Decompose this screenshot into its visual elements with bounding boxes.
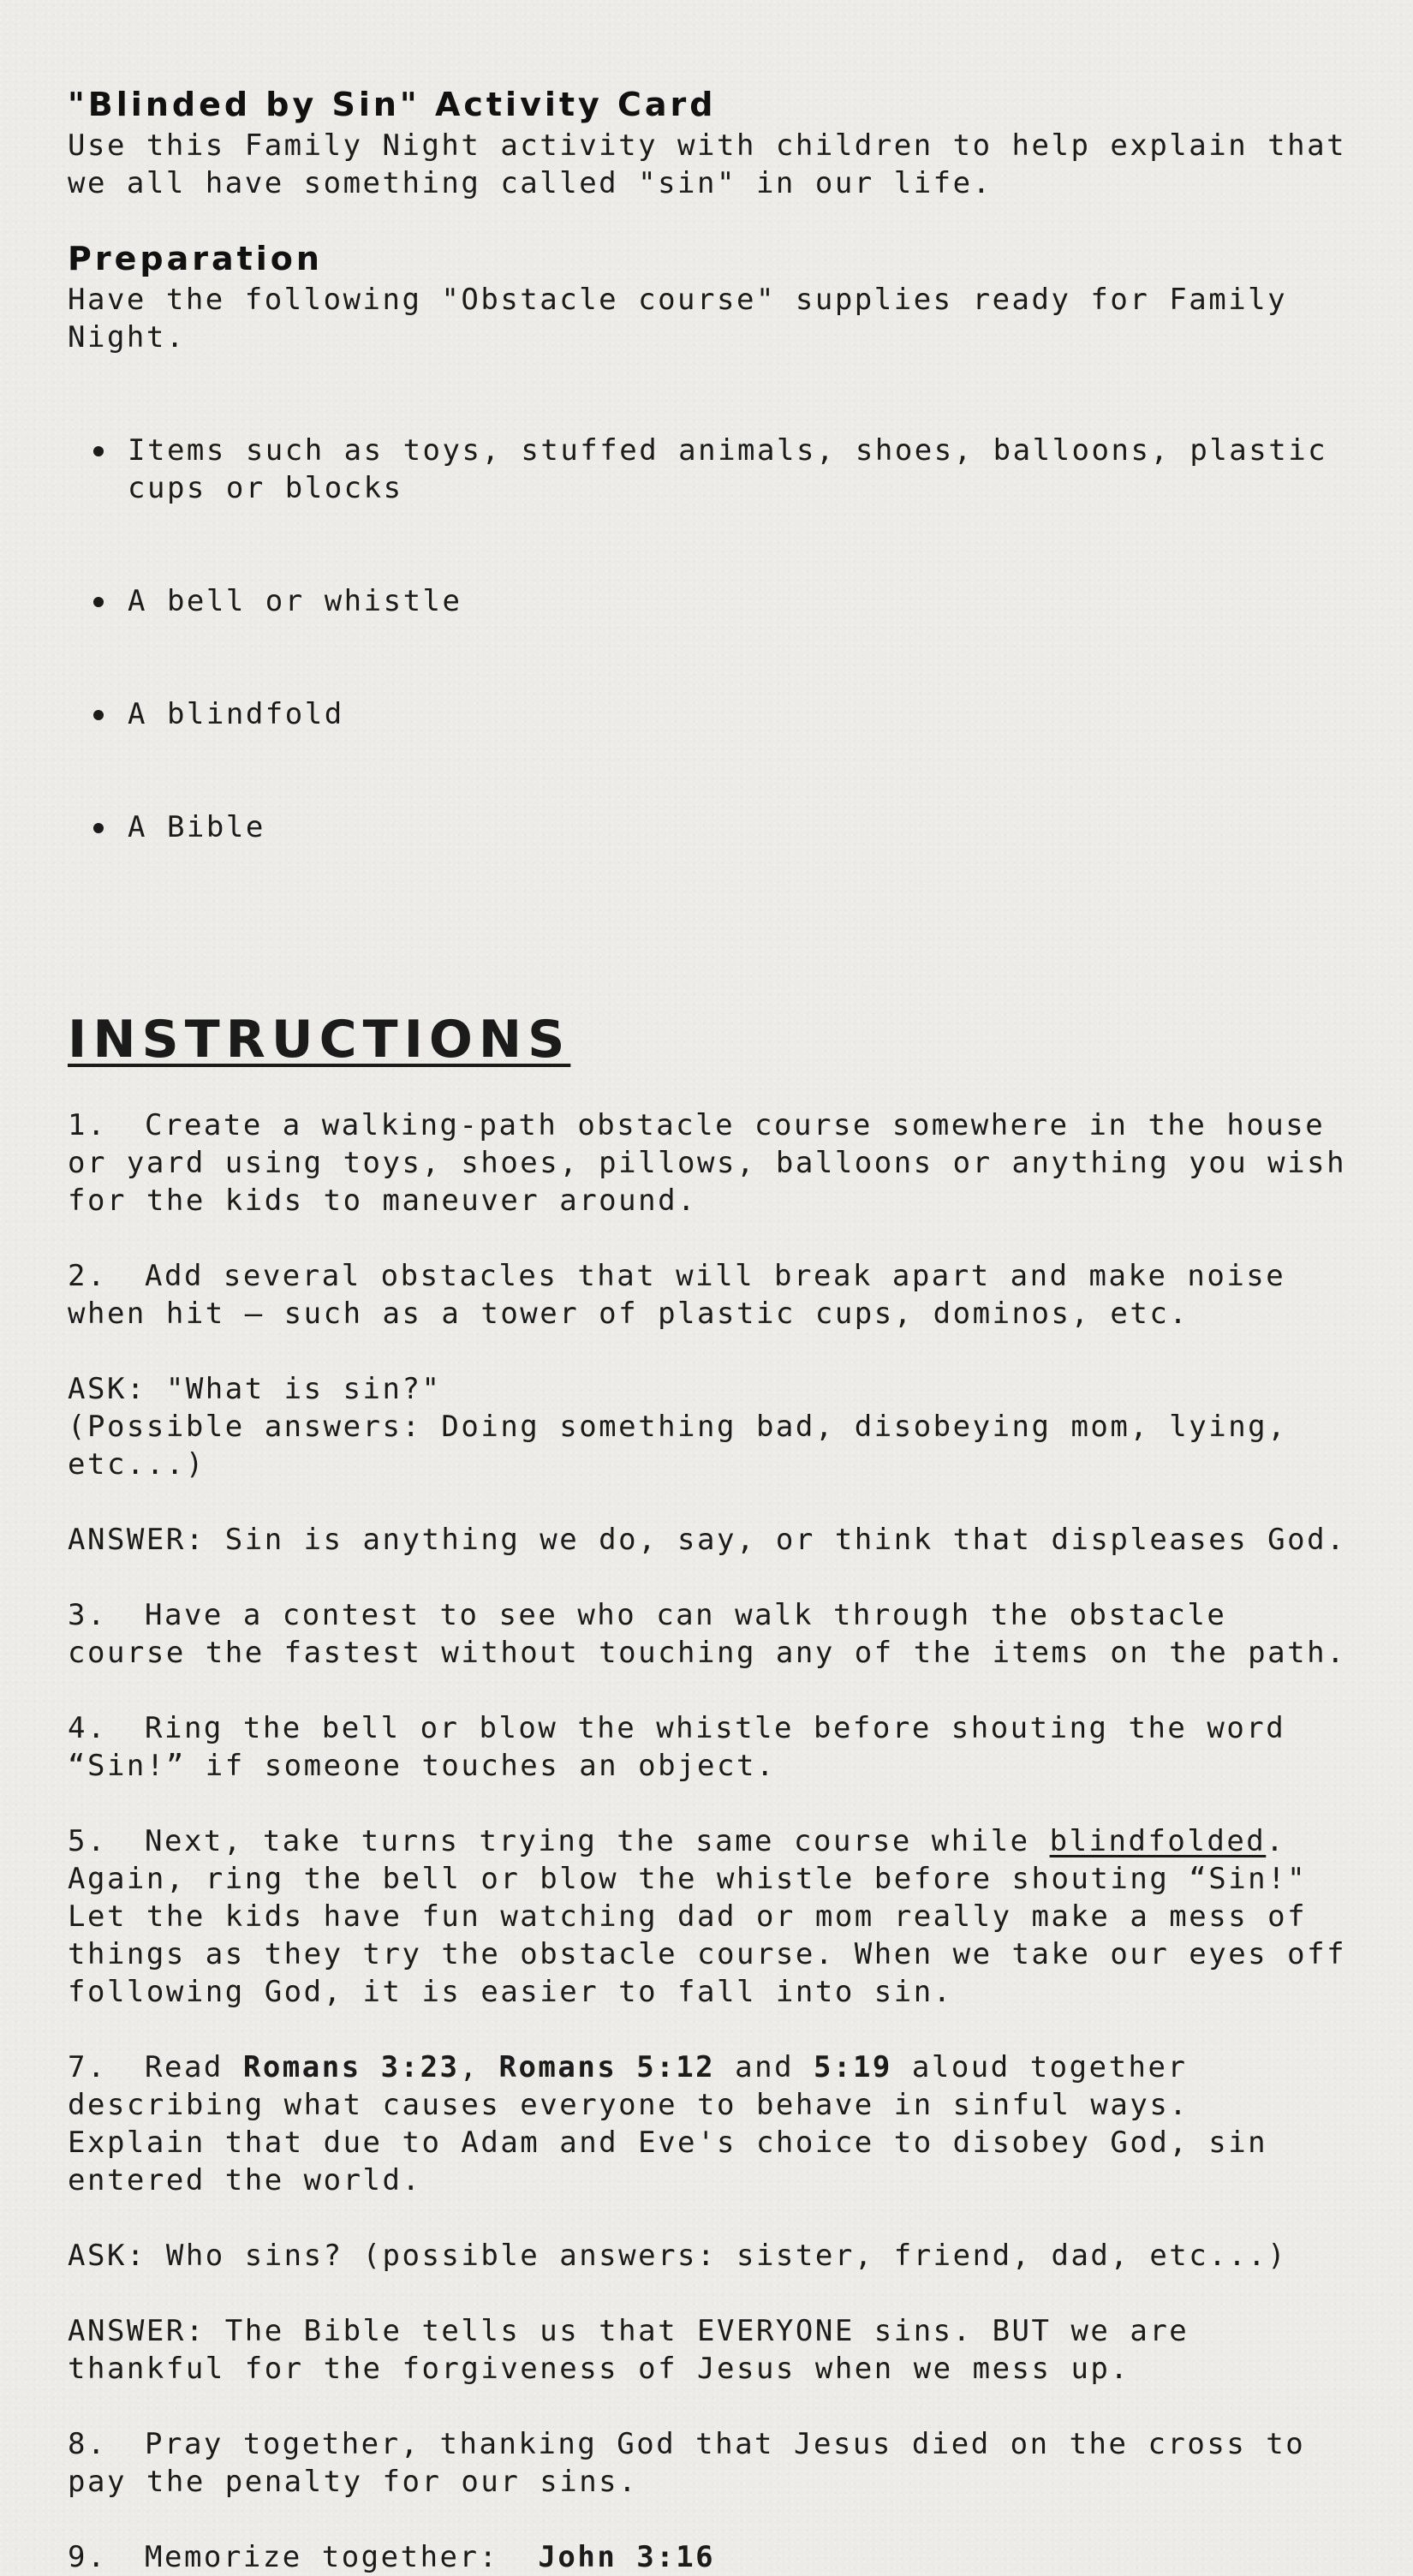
step-text: Memorize together: (145, 2540, 539, 2574)
step-text: Add several obstacles that will break apart and make noise when hit – such as a tower of plastic cups, dominos, etc. (68, 1259, 1306, 1331)
card-intro: Use this Family Night activity with children to help explain that we all have something called "sin" in our life. (68, 128, 1367, 200)
answer-text: ANSWER: Sin is anything we do, say, or think that displeases God. (68, 1523, 1347, 1557)
step-text: Pray together, thanking God that Jesus died on the cross to pay the penalty for our sins. (68, 2427, 1326, 2499)
step-text: Next, take turns trying the same course while (145, 1824, 1050, 1858)
answer-text: ANSWER: The Bible tells us that EVERYONE sins. BUT we are thankful for the forgiveness of Jesus when we mess up. (68, 2314, 1209, 2386)
step-number: 8. (68, 2427, 107, 2461)
instructions-heading: INSTRUCTIONS (68, 1010, 571, 1070)
scripture-ref: Romans 3:23 (242, 2050, 460, 2084)
ask-question: ASK: Who sins? (possible answers: sister, friend, dad, etc...) (68, 2239, 1288, 2273)
step-number: 3. (68, 1598, 107, 1632)
step-3 (68, 1596, 1352, 1672)
possible-answers: (Possible answers: Doing something bad, disobeying mom, lying, etc...) (68, 1410, 1308, 1482)
emphasis-blindfolded: blindfolded (1049, 1824, 1267, 1858)
step-4 (68, 1709, 1352, 1785)
step-8 (68, 2425, 1352, 2501)
supply-item: Items such as toys, stuffed animals, shoes, balloons, plastic cups or blocks (128, 432, 1352, 507)
preparation-heading: Preparation (68, 240, 323, 277)
supply-item: A Bible (128, 808, 1352, 846)
step-9 (68, 2538, 1352, 2576)
supply-item: A blindfold (128, 695, 1352, 733)
step-text: Have a contest to see who can walk through the obstacle course the fastest without touching any of the items on the path. (68, 1598, 1347, 1670)
step-number: 9. (68, 2540, 107, 2574)
supply-item: A bell or whistle (128, 582, 1352, 620)
step-text: Ring the bell or blow the whistle before shouting the word “Sin!” if someone touches an object. (68, 1711, 1306, 1783)
ask-question: ASK: "What is sin?" (68, 1372, 442, 1406)
step-text: Read (145, 2050, 243, 2084)
preparation-text: Have the following "Obstacle course" supplies ready for Family Night. (68, 283, 1308, 355)
step-7 (68, 2048, 1352, 2199)
supply-list (68, 356, 1352, 921)
step-text-cont: aloud together describing what causes everyone to behave in sinful ways. Explain that due to Adam and Eve's choice to disobey God, sin entered the world. (68, 2050, 1288, 2197)
scripture-ref: John 3:16 (538, 2540, 716, 2574)
step-5 (68, 1822, 1367, 2011)
scripture-ref: Romans 5:12 (498, 2050, 716, 2084)
step-number: 1. (68, 1108, 107, 1142)
separator: , (459, 2050, 499, 2084)
activity-card (68, 82, 1367, 2576)
step-number: 4. (68, 1711, 107, 1745)
step-text-cont: . Again, ring the bell or blow the whistle before shouting “Sin!" Let the kids have fun watching dad or mom really make a mess of things as they try the obstacle course. When we take our eyes off following God, it is easier to fall into sin. (68, 1824, 1367, 2009)
step-2 (68, 1257, 1352, 1333)
step-number: 5. (68, 1824, 107, 1858)
separator: and (715, 2050, 814, 2084)
step-number: 2. (68, 1259, 107, 1293)
step-text: Create a walking-path obstacle course somewhere in the house or yard using toys, shoes, pillows, balloons or anything you wish for the kids to maneuver around. (68, 1108, 1367, 1218)
step-number: 7. (68, 2050, 107, 2084)
card-title: "Blinded by Sin" Activity Card (68, 86, 717, 123)
step-1 (68, 1106, 1367, 1219)
scripture-ref: 5:19 (814, 2050, 892, 2084)
